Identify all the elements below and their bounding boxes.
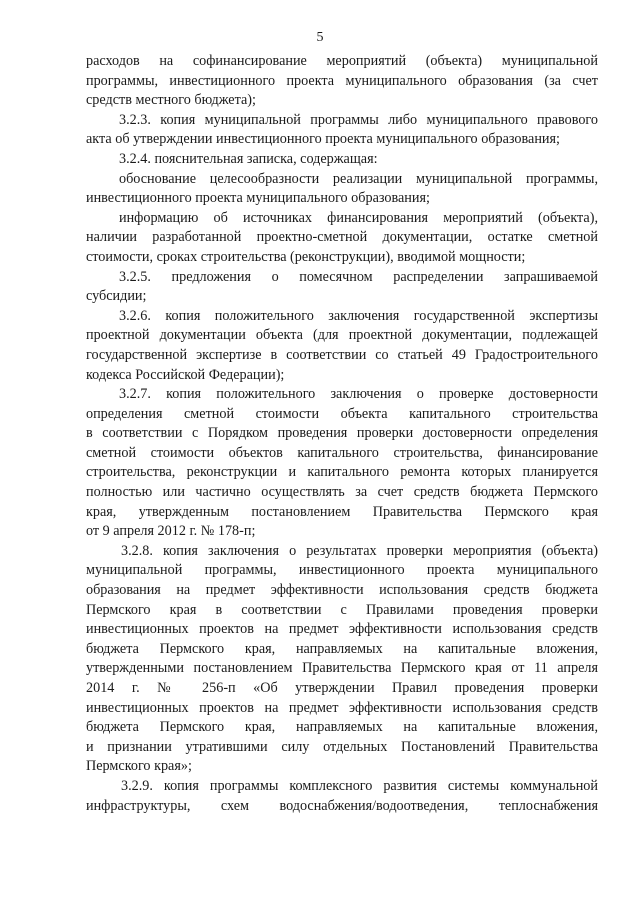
text-line: полностью или частично осуществлять за счет средств бюджета Пермского — [86, 484, 598, 501]
text-line: муниципальной программы, инвестиционного проекта муниципального — [86, 562, 598, 579]
text-line: в соответствии с Порядком проведения проверки достоверности определения — [86, 425, 598, 442]
text-line: бюджета Пермского края, направляемых на капитальные вложения, — [86, 719, 598, 736]
text-line: 3.2.6. копия положительного заключения государственной экспертизы — [119, 307, 598, 324]
text-line: средств местного бюджета); — [86, 92, 256, 109]
text-line: от 9 апреля 2012 г. № 178-п; — [86, 523, 256, 540]
text-line: 3.2.9. копия программы комплексного развития системы коммунальной — [121, 777, 598, 794]
text-line: образования на предмет эффективности использования средств бюджета — [86, 582, 598, 599]
text-line: инфраструктуры, схем водоснабжения/водоотведения, теплоснабжения — [86, 797, 598, 814]
text-line: программы, инвестиционного проекта муниципального образования (за счет — [86, 72, 598, 89]
text-line: Пермского края в соответствии с Правилами проведения проверки — [86, 601, 598, 618]
text-line: кодекса Российской Федерации); — [86, 366, 285, 383]
text-line: 3.2.7. копия положительного заключения о проверке достоверности — [119, 386, 598, 403]
text-line: субсидии; — [86, 288, 147, 305]
text-line: стоимости, сроках строительства (реконструкции), вводимой мощности; — [86, 248, 526, 265]
text-line: обоснование целесообразности реализации муниципальной программы, — [119, 170, 598, 187]
text-line: инвестиционного проекта муниципального образования; — [86, 190, 430, 207]
text-line: 3.2.4. пояснительная записка, содержащая: — [119, 150, 378, 167]
document-body — [86, 52, 598, 816]
text-line: края, утвержденным постановлением Правительства Пермского края — [86, 503, 598, 520]
text-line: 3.2.8. копия заключения о результатах проверки мероприятия (объекта) — [121, 542, 598, 559]
text-line: расходов на софинансирование мероприятий (объекта) муниципальной — [86, 53, 598, 69]
text-line: и признании утратившими силу отдельных Постановлений Правительства — [86, 738, 598, 755]
text-line: строительства, реконструкции и капитального ремонта которых планируется — [86, 464, 598, 481]
text-line: государственной экспертизе в соответствии со статьей 49 Градостроительного — [86, 346, 598, 363]
text-line: бюджета Пермского края, направляемых на капитальные вложения, — [86, 640, 598, 657]
text-line: информацию об источниках финансирования мероприятий (объекта), — [119, 209, 598, 226]
text-line: инвестиционных проектов на предмет эффективности использования средств — [86, 621, 598, 638]
page-number: 5 — [316, 30, 324, 45]
text-line: сметной стоимости объектов капитального строительства, финансирование — [86, 444, 598, 461]
text-line: проектной документации объекта (для проектной документации, подлежащей — [86, 327, 598, 344]
text-line: 3.2.3. копия муниципальной программы либо муниципального правового — [119, 111, 598, 128]
text-line: 3.2.5. предложения о помесячном распределении запрашиваемой — [119, 268, 598, 285]
text-line: Пермского края»; — [86, 758, 192, 775]
text-line: акта об утверждении инвестиционного проекта муниципального образования; — [86, 131, 560, 148]
text-line: определения сметной стоимости объекта капитального строительства — [86, 405, 598, 422]
text-line: 2014 г. № 256-п «Об утверждении Правил проведения проверки — [86, 680, 598, 696]
text-line: утвержденными постановлением Правительства Пермского края от 11 апреля — [86, 660, 598, 677]
text-line: инвестиционных проектов на предмет эффективности использования средств — [86, 699, 598, 716]
text-line: наличии разработанной проектно-сметной документации, остатке сметной — [86, 229, 598, 246]
